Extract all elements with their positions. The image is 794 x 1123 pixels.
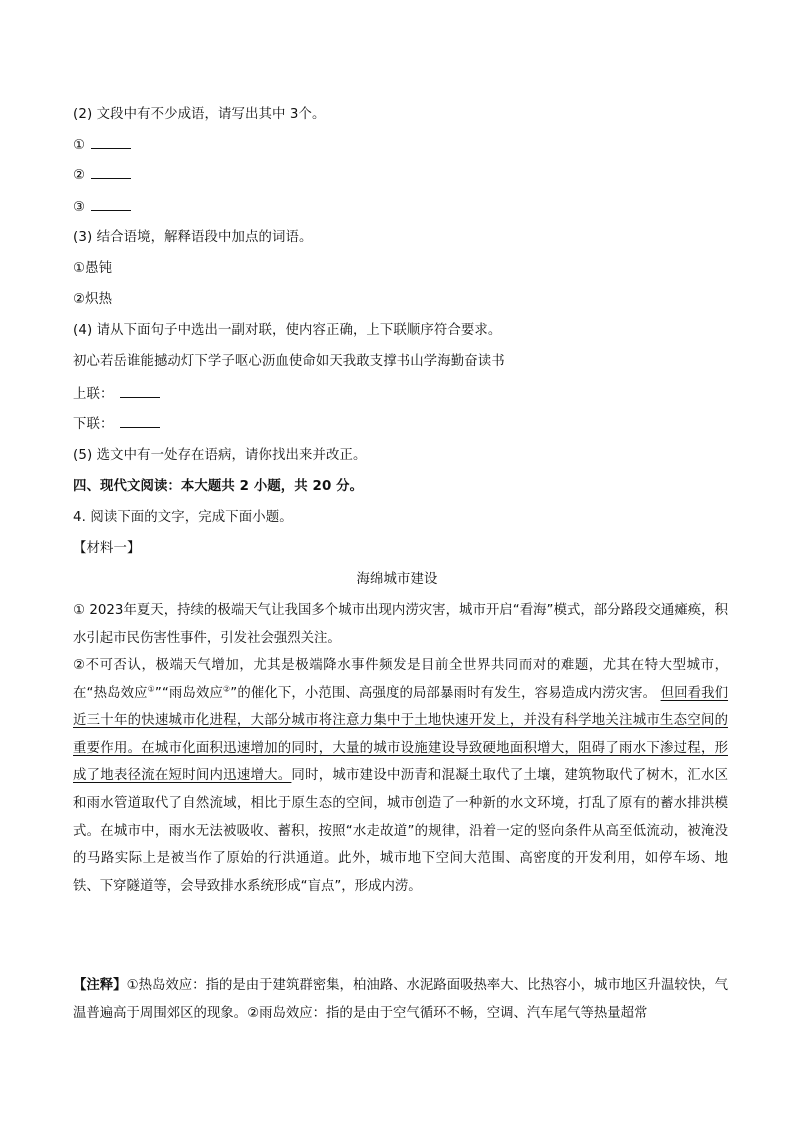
annotation-block <box>73 972 728 1027</box>
answer-line-3 <box>73 198 131 217</box>
upper-couplet-label: 上联： <box>73 387 114 402</box>
footnote-ref-2: ② <box>222 684 231 694</box>
article-paragraph-1: ① 2023年夏天，持续的极端天气让我国多个城市出现内涝灾害，城市开启“看海”模式，部分路段交通瘫痪，积水引起市民伤害性事件，引发社会强烈关注。 <box>73 603 728 646</box>
paragraph-2-part-d: 同时，城市建设中沥青和混凝土取代了土壤，建筑物取代了树木，汇水区和雨水管道取代了自然流域，相比于原生态的空间，城市创造了一种新的水文环境，打乱了原有的蓄水排洪模式。在城市中，雨水无法被吸收、蓄积，按照“水走故道”的规律，沿着一定的竖向条件从高至低流动，被淹没的马路实际上是被当作了原始的行洪通道。此外，城市地下空间大范围、高密度的开发利用，如停车场、地铁、下穿隧道等，会导致排水系统形成“盲点”，形成内涝。 <box>73 768 728 894</box>
answer-1-blank <box>91 136 131 149</box>
question-4-instruction: 4. 阅读下面的文字，完成下面小题。 <box>73 510 293 525</box>
material-label: 【材料一】 <box>73 541 141 556</box>
annotation-text: ①热岛效应：指的是由于建筑群密集，柏油路、水泥路面吸热率大、比热容小，城市地区升温较快，气温普遍高于周围郊区的现象。②雨岛效应：指的是由于空气循环不畅，空调、汽车尾气等热量超常 <box>73 978 728 1021</box>
answer-2-marker: ② <box>73 168 86 183</box>
answer-line-2 <box>73 166 131 185</box>
article-title: 海绵城市建设 <box>356 572 438 587</box>
lower-couplet-blank <box>120 415 160 428</box>
answer-line-1 <box>73 136 131 155</box>
couplet-pool: 初心若岳谁能撼动灯下学子呕心沥血使命如天我敢支撑书山学海勤奋读书 <box>73 354 505 369</box>
answer-3-marker: ③ <box>73 200 86 215</box>
paragraph-2-part-b: ”“雨岛效应 <box>154 685 223 701</box>
section-4-heading: 四、现代文阅读：本大题共 2 小题，共 20 分。 <box>73 479 364 494</box>
article-paragraph-2 <box>73 652 728 900</box>
underlined-sentence: 但回看我们近三十年的快速城市化进程，大部分城市将注意力集中于土地快速开发上，并没有科学地关注城市生态空间的重要作用。在城市化面积迅速增加的同时，大量的城市设施建设导致硬地面积增大，阻碍了雨水下渗过程，形成了地表径流在短时间内迅速增大。 <box>73 685 729 784</box>
annotation-label: 【注释】 <box>73 978 127 993</box>
question-2-prompt: (2) 文段中有不少成语，请写出其中 3个。 <box>73 107 326 122</box>
word-item-2: ②炽热 <box>73 292 113 307</box>
answer-2-blank <box>91 166 131 179</box>
lower-couplet-label: 下联： <box>73 417 114 432</box>
paragraph-2-part-c: ”的催化下，小范围、高强度的局部暴雨时有发生，容易造成内涝灾害。 <box>230 685 661 701</box>
answer-1-marker: ① <box>73 138 86 153</box>
upper-couplet-blank <box>120 385 160 398</box>
question-4-prompt: (4) 请从下面句子中选出一副对联，使内容正确，上下联顺序符合要求。 <box>73 323 502 338</box>
question-5-prompt: (5) 选文中有一处存在语病，请你找出来并改正。 <box>73 448 367 463</box>
footnote-ref-1: ① <box>147 684 155 694</box>
answer-3-blank <box>91 198 131 211</box>
question-3-prompt: (3) 结合语境，解释语段中加点的词语。 <box>73 230 313 245</box>
upper-couplet-line <box>73 385 160 404</box>
word-item-1: ①愚钝 <box>73 261 113 276</box>
paragraph-2-part-a: ②不可否认，极端天气增加，尤其是极端降水事件频发是目前全世界共同而对的难题，尤其在特大型城市，在“热岛效应 <box>73 658 728 701</box>
lower-couplet-line <box>73 415 160 434</box>
